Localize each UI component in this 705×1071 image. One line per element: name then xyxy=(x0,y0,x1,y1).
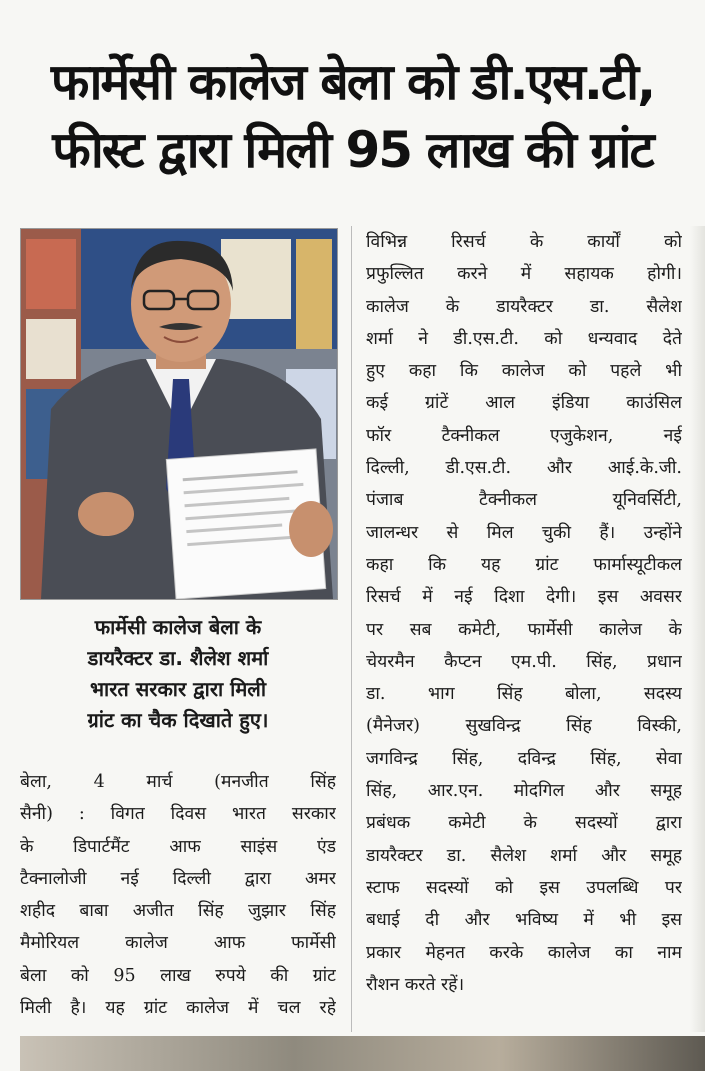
body-line: प्रकार मेहनत करके कालेज का नाम xyxy=(366,942,682,963)
caption-line-1: फार्मेसी कालेज बेला के xyxy=(94,615,262,639)
body-line: कई ग्रांटें आल इंडिया काउंसिल xyxy=(366,393,682,414)
next-article-strip xyxy=(20,1036,705,1071)
body-line: बेला को 95 लाख रुपये की ग्रांट xyxy=(20,965,336,986)
body-line: हुए कहा कि कालेज को पहले भी xyxy=(366,361,682,382)
body-line: डायरैक्टर डा. सैलेश शर्मा और समूह xyxy=(366,845,682,866)
body-line: फॉर टैक्नीकल एजुकेशन, नई xyxy=(366,425,682,446)
body-line: प्रफुल्लित करने में सहायक होगी। xyxy=(366,264,682,285)
body-line: डा. भाग सिंह बोला, सदस्य xyxy=(366,684,682,705)
photo-caption xyxy=(20,612,336,736)
body-line: बेला, 4 मार्च (मनजीत सिंह xyxy=(20,772,336,792)
article-column-left xyxy=(20,766,336,1024)
headline xyxy=(0,48,705,184)
body-line: स्टाफ सदस्यों को इस उपलब्धि पर xyxy=(366,877,682,898)
article-column-right xyxy=(366,226,682,1001)
body-line: टैक्नालोजी नई दिल्ली द्वारा अमर xyxy=(20,868,336,889)
body-line: विभिन्न रिसर्च के कार्यों को xyxy=(366,232,682,252)
body-line: सिंह, आर.एन. मोदगिल और समूह xyxy=(366,781,682,802)
photo-illustration xyxy=(21,229,337,599)
body-line: के डिपार्टमैंट आफ साइंस एंड xyxy=(20,836,336,857)
body-line: रौशन करते रहें। xyxy=(366,974,465,995)
body-line: शर्मा ने डी.एस.टी. को धन्यवाद देते xyxy=(366,328,682,349)
body-line: बधाई दी और भविष्य में भी इस xyxy=(366,910,682,931)
body-line: पर सब कमेटी, फार्मेसी कालेज के xyxy=(366,619,682,640)
news-photo xyxy=(20,228,338,600)
body-line: प्रबंधक कमेटी के सदस्यों द्वारा xyxy=(366,813,682,834)
caption-line-2: डायरैक्टर डा. शैलेश शर्मा xyxy=(87,646,269,670)
caption-line-4: ग्रांट का चैक दिखाते हुए। xyxy=(87,708,269,732)
headline-line-2: फीस्ट द्वारा मिली 95 लाख की ग्रांट xyxy=(52,121,653,179)
body-line: कहा कि यह ग्रांट फार्मास्यूटीकल xyxy=(366,554,682,575)
body-line: चेयरमैन कैप्टन एम.पी. सिंह, प्रधान xyxy=(366,651,682,672)
body-line: कालेज के डायरैक्टर डा. सैलेश xyxy=(366,296,682,317)
body-line: शहीद बाबा अजीत सिंह जुझार सिंह xyxy=(20,901,336,922)
body-line: पंजाब टैक्नीकल यूनिवर्सिटी, xyxy=(366,490,682,511)
body-line: जगविन्द्र सिंह, दविन्द्र सिंह, सेवा xyxy=(366,748,682,769)
caption-line-3: भारत सरकार द्वारा मिली xyxy=(89,677,267,701)
body-line: (मैनेजर) सुखविन्द्र सिंह विस्की, xyxy=(366,716,682,737)
page-edge-shadow xyxy=(690,226,705,1032)
body-line: सैनी) : विगत दिवस भारत सरकार xyxy=(20,804,336,825)
column-divider xyxy=(351,226,352,1032)
body-line: जालन्धर से मिल चुकी हैं। उन्होंने xyxy=(366,522,682,543)
body-line: मैमोरियल कालेज आफ फार्मेसी xyxy=(20,933,336,954)
body-line: मिली है। यह ग्रांट कालेज में चल रहे xyxy=(20,998,336,1019)
body-line: दिल्ली, डी.एस.टी. और आई.के.जी. xyxy=(366,458,682,479)
body-line: रिसर्च में नई दिशा देगी। इस अवसर xyxy=(366,587,682,608)
headline-line-1: फार्मेसी कालेज बेला को डी.एस.टी, xyxy=(50,53,655,111)
